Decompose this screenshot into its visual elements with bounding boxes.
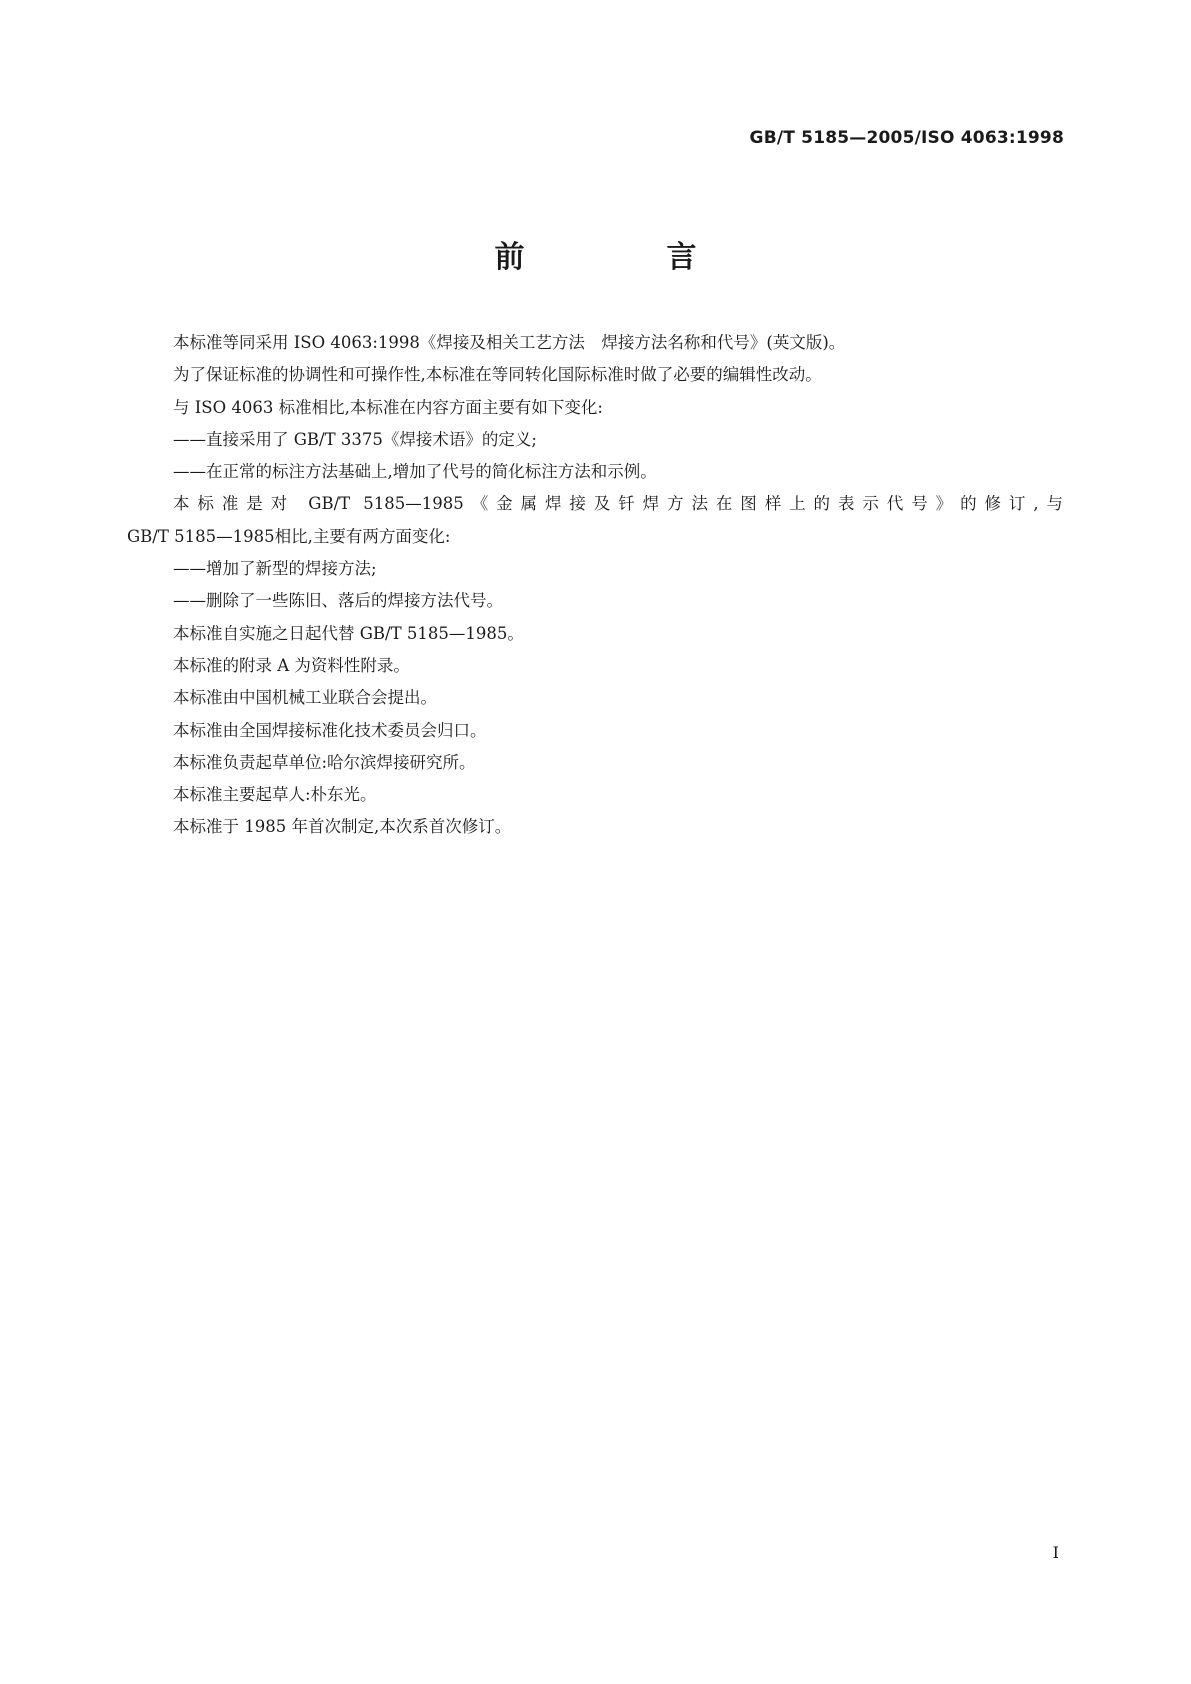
paragraph: 本标准的附录 A 为资料性附录。 bbox=[173, 655, 410, 675]
foreword-body bbox=[127, 327, 1063, 844]
paragraph: 本标准由全国焊接标准化技术委员会归口。 bbox=[173, 720, 487, 740]
paragraph: 本标准自实施之日起代替 GB/T 5185—1985。 bbox=[173, 623, 524, 643]
page-title: 前 言 bbox=[494, 240, 753, 275]
paragraph: 本标准负责起草单位:哈尔滨焊接研究所。 bbox=[173, 752, 476, 772]
list-item: ——删除了一些陈旧、落后的焊接方法代号。 bbox=[173, 591, 503, 611]
paragraph-line: 本标准是对 GB/T 5185—1985《金属焊接及钎焊方法在图样上的表示代号》的修订,与 bbox=[173, 494, 1063, 514]
list-item: ——直接采用了 GB/T 3375《焊接术语》的定义; bbox=[173, 429, 537, 449]
paragraph bbox=[127, 488, 1063, 520]
paragraph: 为了保证标准的协调性和可操作性,本标准在等同转化国际标准时做了必要的编辑性改动。 bbox=[173, 365, 822, 385]
list-item: ——增加了新型的焊接方法; bbox=[173, 559, 377, 579]
paragraph: 本标准主要起草人:朴东光。 bbox=[173, 785, 377, 805]
standard-code: GB/T 5185—2005/ISO 4063:1998 bbox=[749, 128, 1064, 148]
page-number: I bbox=[1052, 1543, 1059, 1562]
paragraph: 与 ISO 4063 标准相比,本标准在内容方面主要有如下变化: bbox=[173, 397, 603, 417]
list-item: ——在正常的标注方法基础上,增加了代号的简化标注方法和示例。 bbox=[173, 462, 657, 482]
paragraph-continuation: GB/T 5185—1985相比,主要有两方面变化: bbox=[127, 526, 451, 546]
paragraph: 本标准于 1985 年首次制定,本次系首次修订。 bbox=[173, 817, 512, 837]
paragraph: 本标准由中国机械工业联合会提出。 bbox=[173, 688, 437, 708]
paragraph: 本标准等同采用 ISO 4063:1998《焊接及相关工艺方法 焊接方法名称和代号》(英文版)。 bbox=[173, 333, 846, 352]
